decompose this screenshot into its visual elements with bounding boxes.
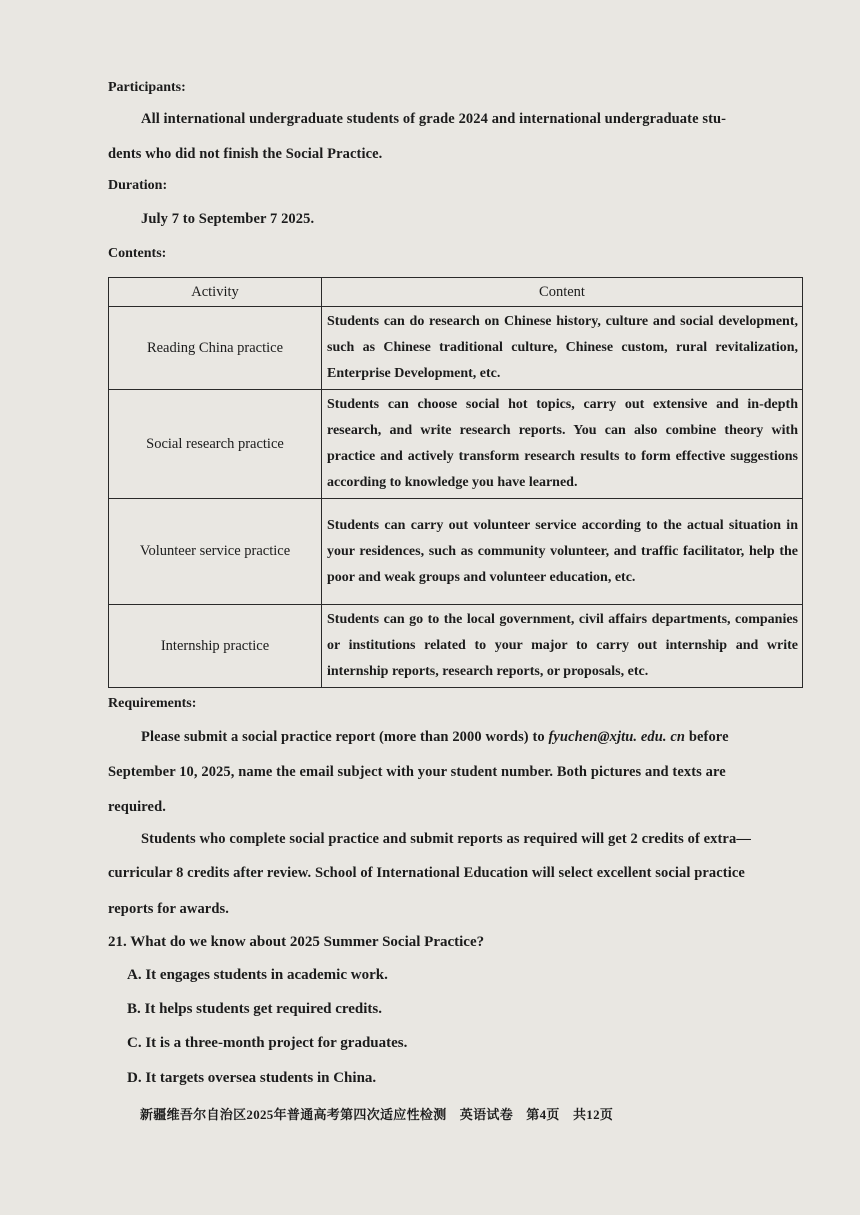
duration-heading: Duration: bbox=[108, 178, 168, 193]
table-row bbox=[109, 499, 803, 605]
requirements-p2-line2: curricular 8 credits after review. School of International Education will select excellent social practice bbox=[108, 865, 745, 881]
requirements-p1-line3: required. bbox=[108, 799, 166, 815]
page-footer: 新疆维吾尔自治区2025年普通高考第四次适应性检测 英语试卷 第4页 共12页 bbox=[140, 1107, 614, 1122]
activity-cell: Internship practice bbox=[109, 605, 322, 688]
requirements-heading: Requirements: bbox=[108, 696, 197, 711]
activity-column-header: Activity bbox=[109, 278, 322, 307]
requirements-p1-line1 bbox=[141, 729, 729, 746]
participants-text-line2: dents who did not finish the Social Practice. bbox=[108, 146, 383, 162]
option-a: A. It engages students in academic work. bbox=[127, 967, 388, 983]
contents-heading: Contents: bbox=[108, 246, 167, 261]
content-cell: Students can go to the local government, civil affairs departments, companies or institutions related to your major to carry out internship and write internship reports, research reports, or proposals, etc. bbox=[322, 605, 803, 688]
option-b: B. It helps students get required credits. bbox=[127, 1001, 383, 1017]
participants-text-line1: All international undergraduate students of grade 2024 and international undergraduate stu- bbox=[141, 111, 727, 127]
duration-text: July 7 to September 7 2025. bbox=[141, 211, 315, 227]
participants-heading: Participants: bbox=[108, 80, 186, 95]
requirements-p1-line1-tail: before bbox=[685, 729, 729, 745]
table-row bbox=[109, 307, 803, 390]
requirements-p1-line1-text: Please submit a social practice report (more than 2000 words) to bbox=[141, 729, 549, 745]
option-c: C. It is a three-month project for graduates. bbox=[127, 1035, 408, 1051]
table-row bbox=[109, 390, 803, 499]
option-d: D. It targets oversea students in China. bbox=[127, 1070, 377, 1086]
activity-cell: Reading China practice bbox=[109, 307, 322, 390]
requirements-p2-line1: Students who complete social practice and submit reports as required will get 2 credits of extra— bbox=[141, 831, 751, 847]
question-stem: 21. What do we know about 2025 Summer Social Practice? bbox=[108, 934, 485, 950]
contents-table bbox=[108, 277, 803, 688]
table-row bbox=[109, 605, 803, 688]
activity-cell: Social research practice bbox=[109, 390, 322, 499]
requirements-p1-line2: September 10, 2025, name the email subject with your student number. Both pictures and texts are bbox=[108, 764, 726, 780]
table-header-row bbox=[109, 278, 803, 307]
content-column-header: Content bbox=[322, 278, 803, 307]
requirements-p2-line3: reports for awards. bbox=[108, 901, 229, 917]
email-address: fyuchen@xjtu. edu. cn bbox=[548, 729, 686, 745]
activity-cell: Volunteer service practice bbox=[109, 499, 322, 605]
content-cell: Students can carry out volunteer service according to the actual situation in your residences, such as community volunteer, and traffic facilitator, help the poor and weak groups and volunteer education, etc. bbox=[322, 499, 803, 605]
content-cell: Students can do research on Chinese history, culture and social development, such as Chinese traditional culture, Chinese custom, rural revitalization, Enterprise Development, etc. bbox=[322, 307, 803, 390]
content-cell: Students can choose social hot topics, carry out extensive and in-depth research, and write research reports. You can also combine theory with practice and actively transform research results to form effective suggestions according to knowledge you have learned. bbox=[322, 390, 803, 499]
